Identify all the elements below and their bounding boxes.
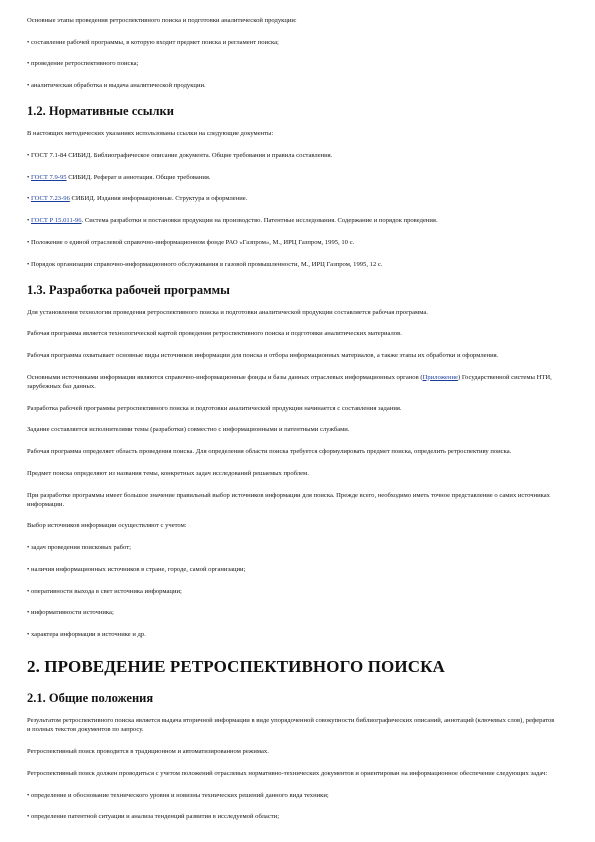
subsection-heading: 1.2. Нормативные ссылки bbox=[27, 104, 174, 119]
paragraph: • определение патентной ситуации и анализа тенденций развития в исследуемой области; bbox=[27, 813, 280, 821]
subsection-heading: 2.1. Общие положения bbox=[27, 691, 154, 706]
paragraph-text: Основными источниками информации являются справочно-информационные фонды и базы данных отраслевых информационных органов ( bbox=[27, 373, 423, 381]
paragraph: • проведение ретроспективного поиска; bbox=[27, 60, 139, 68]
document-link[interactable]: Приложение bbox=[422, 373, 458, 381]
paragraph: • характера информации в источнике и др. bbox=[27, 630, 146, 638]
paragraph bbox=[27, 216, 555, 225]
paragraph: • аналитическая обработка и выдача аналитической продукции. bbox=[27, 82, 206, 90]
paragraph: • информативности источника; bbox=[27, 609, 114, 617]
paragraph bbox=[27, 194, 555, 203]
document-link[interactable]: ГОСТ 7.9-95 bbox=[30, 173, 67, 181]
section-heading: 2. ПРОВЕДЕНИЕ РЕТРОСПЕКТИВНОГО ПОИСКА bbox=[27, 657, 445, 677]
paragraph: • ГОСТ 7.1-84 СИБИД. Библиографическое описание документа. Общие требования и правила составления. bbox=[27, 152, 333, 160]
paragraph-text: • bbox=[27, 195, 31, 203]
paragraph: Рабочая программа охватывает основные виды источников информации для поиска и отбора информационных материалов, а также этапы их обработки и оформления. bbox=[27, 352, 499, 360]
subsection-heading: 1.3. Разработка рабочей программы bbox=[27, 282, 230, 297]
paragraph: Задание составляется исполнителями темы (разработки) совместно с информационными и патентными службами. bbox=[27, 426, 350, 434]
paragraph: • наличия информационных источников в стране, городе, самой организации; bbox=[27, 565, 246, 573]
paragraph: При разработке программы имеет большое значение правильный выбор источников информации для поиска. Прежде всего, необходимо иметь точное представление о самих источниках информации. bbox=[27, 491, 550, 508]
paragraph: • оперативности выхода в свет источника информации; bbox=[27, 587, 182, 595]
paragraph: Рабочая программа определяет область проведения поиска. Для определения области поиска требуется сформулировать предмет поиска, определить ретроспективу поиска. bbox=[27, 448, 512, 456]
paragraph: Выбор источников информации осуществляют с учетом: bbox=[27, 522, 187, 530]
document-link[interactable]: ГОСТ Р 15.011-96 bbox=[30, 217, 82, 225]
document-link[interactable]: ГОСТ 7.23-96 bbox=[30, 195, 70, 203]
paragraph-text: СИБИД. Реферат и аннотация. Общие требования. bbox=[66, 173, 211, 181]
paragraph: В настоящих методических указаниях использованы ссылки на следующие документы: bbox=[27, 130, 274, 138]
paragraph: Ретроспективный поиск проводится в традиционном и автоматизированном режимах. bbox=[27, 748, 269, 756]
paragraph: Предмет поиска определяют из названия темы, конкретных задач исследований решаемых проблем. bbox=[27, 469, 309, 477]
paragraph: Рабочая программа является технологической картой проведения ретроспективного поиска и подготовки аналитических материалов. bbox=[27, 330, 402, 338]
paragraph-text: СИБИД. Издания информационные. Структура и оформление. bbox=[69, 195, 248, 203]
paragraph: Разработка рабочей программы ретроспективного поиска и подготовки аналитической продукции начинается с составления задания. bbox=[27, 404, 402, 412]
paragraph-text: • bbox=[27, 173, 31, 181]
paragraph: Результатом ретроспективного поиска является выдача вторичной информации в виде упорядоченной совокупности библиографических описаний, аннотаций (ключевых слов), рефератов и полных текстов документов по запросу. bbox=[27, 717, 555, 734]
paragraph: • составление рабочей программы, в которую входит предмет поиска и регламент поиска; bbox=[27, 38, 279, 46]
paragraph-text: . Система разработки и постановки продукции на производство. Патентные исследования. Содержание и порядок проведения. bbox=[81, 217, 438, 225]
paragraph: Ретроспективный поиск должен проводиться с учетом положений отраслевых нормативно-технических документов и ориентирован на информационное обеспечение следующих задач: bbox=[27, 769, 548, 777]
paragraph: • Положение о единой отраслевой справочно-информационном фонде РАО «Газпром», М., ИРЦ Газпром, 1995, 10 с. bbox=[27, 238, 355, 246]
paragraph-text: • bbox=[27, 217, 31, 225]
paragraph-text: ) Государственной системы НТИ, зарубежных баз данных. bbox=[27, 373, 552, 391]
paragraph bbox=[27, 373, 555, 391]
paragraph: • задач проведения поисковых работ; bbox=[27, 544, 131, 552]
paragraph: • Порядок организации справочно-информационного обслуживания в газовой промышленности, М., ИРЦ Газпром, 1995, 12 с. bbox=[27, 260, 383, 268]
paragraph: • определение и обоснование технического уровня и новизны технических решений данного вида техники; bbox=[27, 791, 329, 799]
paragraph bbox=[27, 173, 555, 182]
paragraph: Основные этапы проведения ретроспективного поиска и подготовки аналитической продукции: bbox=[27, 17, 297, 24]
paragraph: Для установления технологии проведения ретроспективного поиска и подготовки аналитической продукции составляется рабочая программа. bbox=[27, 308, 428, 316]
document-body bbox=[27, 16, 555, 821]
